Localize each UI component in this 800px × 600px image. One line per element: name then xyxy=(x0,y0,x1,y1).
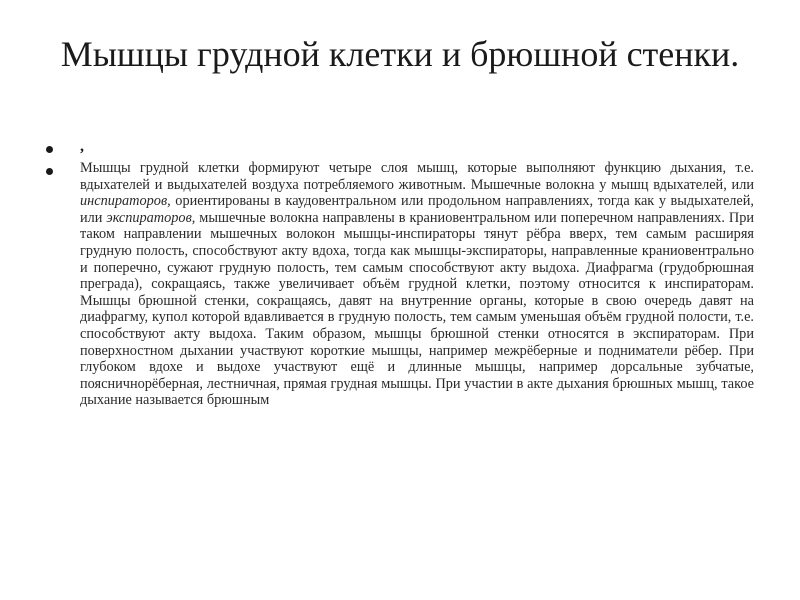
bullet-list xyxy=(46,138,754,409)
body-paragraph xyxy=(80,160,754,409)
body-text-part-3: мышечные волокна направлены в краниовентральном или поперечном направлениях. При таком направлении мышечных волокон мышцы-инспираторы тянут рёбра вверх, тем самым расширяя грудную полость, способствуют акту вдоха, тогда как мышцы-экспираторы, направленные краниовентрально и поперечно, сужают грудную полость, тем самым способствуют акту выдоха. Диафрагма (грудобрюшная преграда), сокращаясь, также увеличивает объём грудной клетки, поэтому относится к инспираторам. Мышцы брюшной стенки, сокращаясь, давят на внутренние органы, которые в свою очередь давят на диафрагму, купол которой вдавливается в грудную полость, тем самым уменьшая объём грудной полости, т.е. способствуют акту выдоха. Таким образом, мышцы брюшной стенки относятся в экспираторам. При поверхностном дыхании участвуют короткие мышцы, например межрёберные и подниматели рёбер. При глубоком вдохе и выдохе участвуют ещё и длинные мышцы, например дорсальные зубчатые, поясничнорёберная, лестничная, прямая грудная мышцы. При участии в акте дыхания брюшных мышц, такое дыхание называется брюшным xyxy=(80,209,754,409)
bullet-dot-icon xyxy=(46,168,53,175)
bullet-text: , xyxy=(80,138,84,155)
body-text-part-1: Мышцы грудной клетки формируют четыре слоя мышц, которые выполняют функцию дыхания, т.е. вдыхателей и выдыхателей воздуха потребляемого животным. Мышечные волокна у мышц вдыхателей, или xyxy=(80,160,754,193)
term-expirators: экспираторов, xyxy=(106,209,196,226)
bullet-dot-icon xyxy=(46,146,53,153)
bullet-item-body xyxy=(46,160,754,409)
slide-title: Мышцы грудной клетки и брюшной стенки. xyxy=(60,34,740,74)
bullet-item-empty xyxy=(46,138,754,160)
body-text-part-2: ориентированы в каудовентральном или продольном направлениях, тогда как у выдыхателей, или xyxy=(80,193,754,226)
term-inspirators: инспираторов, xyxy=(80,193,171,210)
